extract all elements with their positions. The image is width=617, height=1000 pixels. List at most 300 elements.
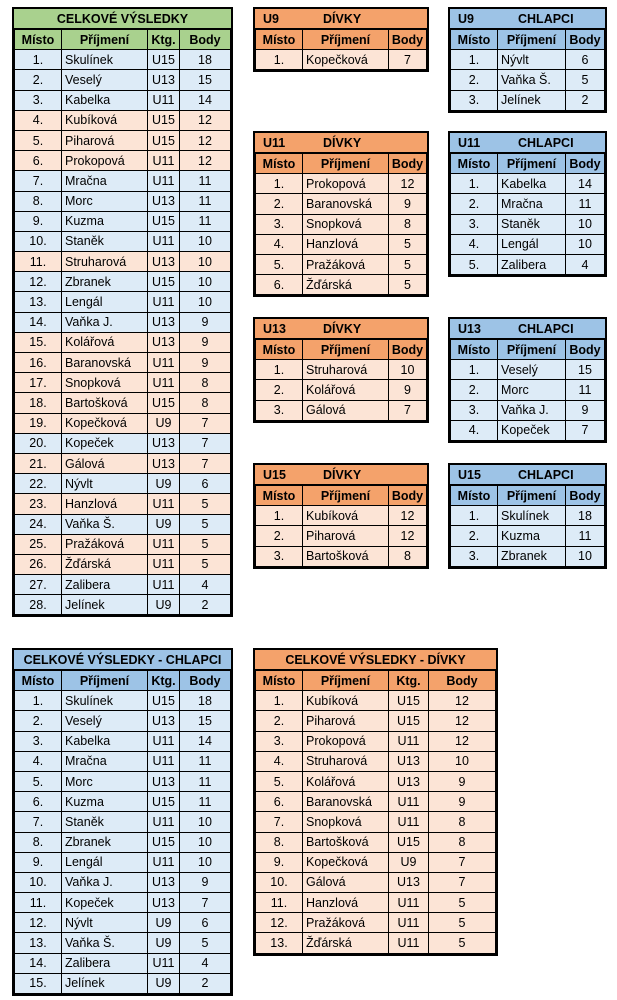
- category-label: U15: [263, 467, 286, 482]
- cell-place: 5.: [15, 771, 62, 791]
- table-row: [15, 913, 231, 933]
- col-header-ktg: Ktg.: [148, 671, 180, 691]
- cell-place: 22.: [15, 474, 62, 494]
- cell-surname: Kopeček: [62, 893, 148, 913]
- cell-place: 2.: [451, 380, 498, 400]
- cell-place: 2.: [451, 194, 498, 214]
- u11-boys-table: [448, 131, 607, 277]
- cell-surname: Pražáková: [62, 534, 148, 554]
- cell-category: U13: [148, 332, 180, 352]
- cell-points: 10: [180, 812, 231, 832]
- col-header-prijmeni: Příjmení: [303, 486, 389, 506]
- col-header-body: Body: [566, 154, 605, 174]
- cell-points: 9: [566, 400, 605, 420]
- cell-category: U11: [148, 852, 180, 872]
- cell-category: U11: [148, 953, 180, 973]
- cell-place: 8.: [15, 832, 62, 852]
- cell-surname: Vaňka J.: [62, 312, 148, 332]
- cell-points: 7: [566, 420, 605, 440]
- cell-place: 13.: [15, 292, 62, 312]
- table-row: [15, 191, 231, 211]
- table-row: [256, 893, 496, 913]
- cell-category: U11: [148, 292, 180, 312]
- cell-surname: Baranovská: [303, 194, 389, 214]
- gender-label: CHLAPCI: [518, 467, 574, 482]
- cell-place: 10.: [256, 872, 303, 892]
- cell-place: 4.: [256, 234, 303, 254]
- cell-surname: Piharová: [303, 711, 389, 731]
- u15-girls-title: [255, 465, 427, 485]
- col-header-prijmeni: Příjmení: [303, 671, 389, 691]
- cell-place: 1.: [256, 360, 303, 380]
- cell-place: 3.: [451, 90, 498, 110]
- u11-girls-title: [255, 133, 427, 153]
- table-row: [451, 174, 605, 194]
- cell-points: 6: [180, 474, 231, 494]
- cell-surname: Jelínek: [62, 973, 148, 993]
- table-row: [451, 400, 605, 420]
- cell-place: 1.: [451, 360, 498, 380]
- overall-girls-table: [253, 648, 498, 956]
- col-header-body: Body: [566, 486, 605, 506]
- cell-place: 3.: [256, 731, 303, 751]
- cell-surname: Nývlt: [498, 50, 566, 70]
- cell-place: 2.: [256, 526, 303, 546]
- table-row: [15, 332, 231, 352]
- table-row: [15, 731, 231, 751]
- table-row: [256, 913, 496, 933]
- cell-points: 7: [180, 453, 231, 473]
- table-row: [451, 546, 605, 566]
- cell-place: 12.: [256, 913, 303, 933]
- cell-place: 11.: [256, 893, 303, 913]
- cell-place: 3.: [256, 546, 303, 566]
- table-row: [256, 751, 496, 771]
- cell-points: 9: [180, 353, 231, 373]
- table-row: [256, 254, 427, 274]
- cell-points: 15: [566, 360, 605, 380]
- cell-category: U9: [148, 933, 180, 953]
- cell-place: 3.: [451, 214, 498, 234]
- cell-category: U11: [148, 751, 180, 771]
- cell-category: U11: [389, 933, 429, 953]
- cell-surname: Veselý: [62, 70, 148, 90]
- table-row: [15, 413, 231, 433]
- category-label: U13: [263, 321, 286, 336]
- cell-points: 12: [389, 174, 427, 194]
- cell-points: 18: [566, 506, 605, 526]
- table-row: [15, 751, 231, 771]
- u13-boys-title: [450, 319, 605, 339]
- category-label: U15: [458, 467, 481, 482]
- cell-surname: Struharová: [303, 751, 389, 771]
- cell-surname: Piharová: [62, 130, 148, 150]
- cell-surname: Zbranek: [498, 546, 566, 566]
- overall-results-table: [12, 7, 233, 617]
- col-header-prijmeni: Příjmení: [498, 340, 566, 360]
- cell-place: 3.: [15, 731, 62, 751]
- table-row: [15, 973, 231, 993]
- u11-girls-table: [253, 131, 429, 297]
- col-header-misto: Místo: [15, 30, 62, 50]
- cell-points: 4: [180, 575, 231, 595]
- cell-place: 3.: [451, 400, 498, 420]
- cell-place: 8.: [256, 832, 303, 852]
- cell-place: 3.: [256, 214, 303, 234]
- cell-category: U15: [148, 393, 180, 413]
- table-row: [256, 731, 496, 751]
- cell-surname: Žďárská: [303, 275, 389, 295]
- cell-category: U11: [148, 731, 180, 751]
- gender-label: DÍVKY: [323, 321, 362, 336]
- table-row: [15, 575, 231, 595]
- cell-place: 27.: [15, 575, 62, 595]
- cell-surname: Zbranek: [62, 272, 148, 292]
- cell-place: 18.: [15, 393, 62, 413]
- cell-surname: Staněk: [498, 214, 566, 234]
- cell-category: U9: [148, 413, 180, 433]
- cell-place: 8.: [15, 191, 62, 211]
- cell-category: U15: [148, 110, 180, 130]
- cell-surname: Kabelka: [62, 731, 148, 751]
- cell-points: 10: [180, 292, 231, 312]
- table-row: [256, 234, 427, 254]
- table-row: [256, 691, 496, 711]
- cell-surname: Bartošková: [303, 832, 389, 852]
- cell-place: 6.: [256, 792, 303, 812]
- cell-points: 9: [389, 380, 427, 400]
- cell-place: 4.: [15, 110, 62, 130]
- cell-surname: Lengál: [498, 234, 566, 254]
- cell-points: 18: [180, 50, 231, 70]
- cell-category: U9: [389, 852, 429, 872]
- category-label: U11: [458, 135, 481, 150]
- table-row: [15, 272, 231, 292]
- cell-points: 12: [180, 130, 231, 150]
- gender-label: CHLAPCI: [518, 11, 574, 26]
- table-row: [256, 214, 427, 234]
- cell-points: 7: [429, 852, 496, 872]
- col-header-misto: Místo: [451, 340, 498, 360]
- cell-category: U11: [389, 893, 429, 913]
- cell-surname: Kopečková: [303, 50, 389, 70]
- cell-place: 1.: [256, 691, 303, 711]
- table-row: [451, 50, 605, 70]
- cell-surname: Vaňka J.: [498, 400, 566, 420]
- u9-girls-title: [255, 9, 427, 29]
- table-row: [256, 812, 496, 832]
- cell-surname: Veselý: [62, 711, 148, 731]
- overall-results-title: CELKOVÉ VÝSLEDKY: [14, 9, 231, 29]
- cell-surname: Kopečková: [303, 852, 389, 872]
- table-row: [15, 252, 231, 272]
- cell-points: 9: [180, 332, 231, 352]
- cell-surname: Zalibera: [62, 953, 148, 973]
- col-header-body: Body: [566, 30, 605, 50]
- cell-category: U11: [148, 373, 180, 393]
- cell-category: U13: [389, 872, 429, 892]
- cell-surname: Staněk: [62, 231, 148, 251]
- cell-points: 8: [180, 373, 231, 393]
- cell-points: 2: [180, 595, 231, 615]
- table-row: [15, 852, 231, 872]
- cell-points: 15: [180, 70, 231, 90]
- cell-place: 6.: [256, 275, 303, 295]
- cell-category: U11: [148, 812, 180, 832]
- cell-category: U13: [148, 191, 180, 211]
- cell-category: U11: [148, 353, 180, 373]
- cell-surname: Vaňka Š.: [498, 70, 566, 90]
- table-row: [15, 90, 231, 110]
- cell-surname: Kolářová: [62, 332, 148, 352]
- cell-category: U13: [148, 893, 180, 913]
- category-label: U11: [263, 135, 286, 150]
- col-header-body: Body: [389, 486, 427, 506]
- table-row: [15, 171, 231, 191]
- table-row: [256, 360, 427, 380]
- col-header-misto: Místo: [15, 671, 62, 691]
- cell-surname: Veselý: [498, 360, 566, 380]
- cell-surname: Zbranek: [62, 832, 148, 852]
- table-row: [451, 526, 605, 546]
- cell-place: 1.: [256, 174, 303, 194]
- cell-surname: Mračna: [62, 751, 148, 771]
- cell-points: 18: [180, 691, 231, 711]
- cell-place: 5.: [15, 130, 62, 150]
- overall-girls-title: CELKOVÉ VÝSLEDKY - DÍVKY: [255, 650, 496, 670]
- cell-category: U13: [148, 433, 180, 453]
- cell-place: 21.: [15, 453, 62, 473]
- cell-points: 4: [180, 953, 231, 973]
- cell-place: 12.: [15, 913, 62, 933]
- cell-surname: Hanzlová: [303, 893, 389, 913]
- cell-surname: Lengál: [62, 852, 148, 872]
- col-header-prijmeni: Příjmení: [303, 30, 389, 50]
- table-row: [256, 792, 496, 812]
- cell-surname: Gálová: [303, 400, 389, 420]
- cell-category: U11: [389, 812, 429, 832]
- cell-points: 10: [429, 751, 496, 771]
- col-header-prijmeni: Příjmení: [498, 154, 566, 174]
- cell-points: 7: [180, 413, 231, 433]
- col-header-prijmeni: Příjmení: [62, 671, 148, 691]
- cell-place: 2.: [256, 711, 303, 731]
- cell-surname: Kolářová: [303, 380, 389, 400]
- cell-place: 5.: [256, 254, 303, 274]
- cell-place: 5.: [451, 254, 498, 274]
- cell-category: U11: [148, 575, 180, 595]
- cell-surname: Vaňka J.: [62, 872, 148, 892]
- table-row: [15, 534, 231, 554]
- cell-category: U11: [389, 792, 429, 812]
- cell-surname: Lengál: [62, 292, 148, 312]
- table-row: [256, 872, 496, 892]
- u13-boys-table: [448, 317, 607, 443]
- cell-surname: Kopeček: [498, 420, 566, 440]
- cell-place: 3.: [451, 546, 498, 566]
- overall-boys-table: [12, 648, 233, 996]
- gender-label: DÍVKY: [323, 467, 362, 482]
- cell-points: 11: [180, 211, 231, 231]
- cell-surname: Struharová: [303, 360, 389, 380]
- table-row: [15, 595, 231, 615]
- cell-surname: Bartošková: [62, 393, 148, 413]
- cell-points: 8: [389, 214, 427, 234]
- table-row: [15, 130, 231, 150]
- col-header-misto: Místo: [256, 671, 303, 691]
- cell-surname: Vaňka Š.: [62, 933, 148, 953]
- cell-points: 12: [389, 526, 427, 546]
- cell-place: 28.: [15, 595, 62, 615]
- cell-points: 10: [566, 234, 605, 254]
- cell-surname: Bartošková: [303, 546, 389, 566]
- cell-points: 11: [566, 194, 605, 214]
- table-row: [15, 792, 231, 812]
- col-header-prijmeni: Příjmení: [62, 30, 148, 50]
- table-row: [15, 933, 231, 953]
- cell-surname: Mračna: [498, 194, 566, 214]
- cell-points: 11: [180, 191, 231, 211]
- gender-label: CHLAPCI: [518, 135, 574, 150]
- cell-points: 11: [180, 771, 231, 791]
- cell-category: U13: [148, 70, 180, 90]
- col-header-prijmeni: Příjmení: [498, 486, 566, 506]
- table-row: [451, 506, 605, 526]
- table-row: [451, 380, 605, 400]
- cell-category: U13: [148, 252, 180, 272]
- cell-points: 5: [180, 514, 231, 534]
- cell-surname: Hanzlová: [303, 234, 389, 254]
- cell-category: U15: [148, 130, 180, 150]
- cell-category: U13: [389, 751, 429, 771]
- cell-surname: Nývlt: [62, 474, 148, 494]
- col-header-ktg: Ktg.: [389, 671, 429, 691]
- table-row: [451, 214, 605, 234]
- cell-surname: Žďárská: [303, 933, 389, 953]
- cell-place: 1.: [256, 506, 303, 526]
- table-row: [256, 50, 427, 70]
- cell-place: 1.: [15, 691, 62, 711]
- cell-surname: Staněk: [62, 812, 148, 832]
- table-row: [451, 194, 605, 214]
- cell-category: U15: [148, 272, 180, 292]
- col-header-body: Body: [389, 30, 427, 50]
- cell-points: 10: [180, 852, 231, 872]
- cell-category: U9: [148, 973, 180, 993]
- table-row: [15, 393, 231, 413]
- cell-surname: Snopková: [303, 812, 389, 832]
- cell-place: 9.: [15, 211, 62, 231]
- table-row: [451, 70, 605, 90]
- cell-points: 10: [566, 214, 605, 234]
- cell-surname: Kubíková: [303, 691, 389, 711]
- cell-place: 7.: [256, 812, 303, 832]
- cell-surname: Pražáková: [303, 254, 389, 274]
- cell-points: 9: [429, 792, 496, 812]
- cell-points: 8: [389, 546, 427, 566]
- u15-girls-table: [253, 463, 429, 569]
- u9-boys-title: [450, 9, 605, 29]
- overall-boys-title: CELKOVÉ VÝSLEDKY - CHLAPCI: [14, 650, 231, 670]
- cell-surname: Skulínek: [62, 50, 148, 70]
- table-row: [15, 554, 231, 574]
- cell-points: 9: [389, 194, 427, 214]
- cell-surname: Kopeček: [62, 433, 148, 453]
- table-row: [15, 711, 231, 731]
- cell-category: U13: [389, 771, 429, 791]
- cell-surname: Skulínek: [498, 506, 566, 526]
- col-header-misto: Místo: [451, 30, 498, 50]
- u15-boys-title: [450, 465, 605, 485]
- cell-surname: Morc: [62, 771, 148, 791]
- cell-category: U11: [389, 731, 429, 751]
- cell-surname: Piharová: [303, 526, 389, 546]
- cell-points: 14: [180, 90, 231, 110]
- cell-place: 12.: [15, 272, 62, 292]
- cell-points: 8: [180, 393, 231, 413]
- col-header-ktg: Ktg.: [148, 30, 180, 50]
- cell-place: 2.: [451, 526, 498, 546]
- cell-points: 11: [180, 751, 231, 771]
- cell-category: U13: [148, 453, 180, 473]
- cell-place: 9.: [256, 852, 303, 872]
- cell-surname: Nývlt: [62, 913, 148, 933]
- cell-place: 20.: [15, 433, 62, 453]
- col-header-prijmeni: Příjmení: [498, 30, 566, 50]
- cell-surname: Kubíková: [62, 110, 148, 130]
- cell-surname: Gálová: [303, 872, 389, 892]
- cell-place: 11.: [15, 252, 62, 272]
- cell-surname: Zalibera: [62, 575, 148, 595]
- cell-points: 9: [180, 312, 231, 332]
- category-label: U9: [263, 11, 279, 26]
- cell-category: U9: [148, 474, 180, 494]
- col-header-body: Body: [389, 340, 427, 360]
- table-row: [15, 151, 231, 171]
- cell-surname: Skulínek: [62, 691, 148, 711]
- u15-boys-table: [448, 463, 607, 569]
- table-row: [15, 691, 231, 711]
- cell-place: 4.: [451, 234, 498, 254]
- cell-place: 2.: [256, 194, 303, 214]
- cell-points: 5: [180, 933, 231, 953]
- table-row: [15, 474, 231, 494]
- cell-surname: Jelínek: [62, 595, 148, 615]
- table-row: [15, 50, 231, 70]
- cell-surname: Zalibera: [498, 254, 566, 274]
- u13-girls-title: [255, 319, 427, 339]
- cell-surname: Prokopová: [303, 731, 389, 751]
- cell-points: 2: [180, 973, 231, 993]
- table-row: [256, 275, 427, 295]
- cell-surname: Kabelka: [498, 174, 566, 194]
- gender-label: CHLAPCI: [518, 321, 574, 336]
- cell-place: 1.: [451, 174, 498, 194]
- cell-points: 5: [180, 534, 231, 554]
- table-row: [451, 90, 605, 110]
- cell-category: U9: [148, 913, 180, 933]
- cell-points: 4: [566, 254, 605, 274]
- col-header-body: Body: [180, 671, 231, 691]
- cell-place: 14.: [15, 953, 62, 973]
- cell-place: 4.: [256, 751, 303, 771]
- cell-place: 16.: [15, 353, 62, 373]
- cell-points: 11: [180, 792, 231, 812]
- cell-place: 7.: [15, 171, 62, 191]
- table-row: [256, 711, 496, 731]
- cell-place: 11.: [15, 893, 62, 913]
- table-row: [15, 292, 231, 312]
